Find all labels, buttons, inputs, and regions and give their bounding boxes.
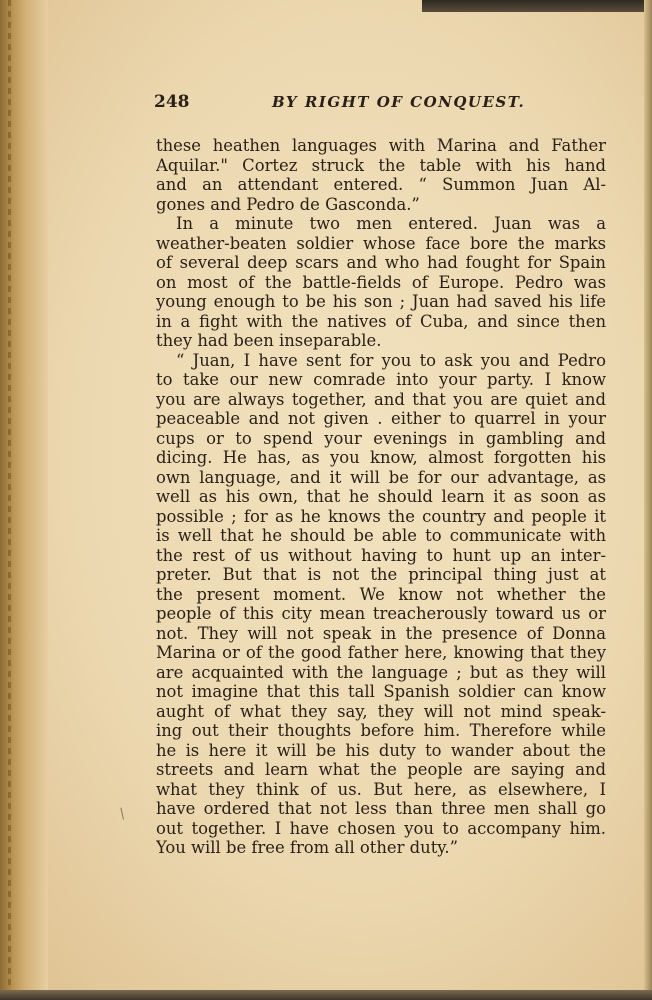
text-line: he is here it will be his duty to wander about the (156, 740, 606, 760)
text-line: is well that he should be able to communicate with (156, 526, 606, 545)
text-line: You will be free from all other duty.” (156, 838, 458, 857)
text-line: and an attendant entered. “ Summon Juan Al- (156, 175, 606, 194)
text-line: ing out their thoughts before him. Therefore while (156, 721, 606, 740)
text-line: they had been inseparable. (156, 331, 382, 350)
text-line: cups or to spend your evenings in gambling and (156, 428, 606, 448)
text-line: gones and Pedro de Gasconda.” (156, 194, 420, 214)
text-line: these heathen languages with Marina and Father (156, 136, 606, 155)
text-line: well as his own, that he should learn it as soon as (156, 487, 606, 506)
text-line: dicing. He has, as you know, almost forgotten his (156, 448, 606, 467)
text-line: what they think of us. But here, as elsewhere, I (156, 779, 606, 799)
text-line: In a minute two men entered. Juan was a (176, 214, 606, 233)
text-line: out together. I have chosen you to accompany him. (156, 818, 606, 838)
text-line: aught of what they say, they will not mind speak- (156, 701, 606, 721)
book-spine (0, 0, 48, 1000)
text-line: weather-beaten soldier whose face bore the marks (156, 233, 606, 253)
text-line: peaceable and not given . either to quarrel in your (156, 409, 606, 428)
text-line: in a fight with the natives of Cuba, and since then (156, 311, 606, 331)
text-line: not. They will not speak in the presence of Donna (156, 623, 606, 643)
text-line: of several deep scars and who had fought for Spain (156, 253, 606, 272)
text-line: possible ; for as he knows the country and people it (156, 506, 606, 526)
page-bottom-edge (0, 990, 652, 1000)
text-line: not imagine that this tall Spanish soldier can know (156, 682, 606, 701)
text-line: Marina or of the good father here, knowing that they (156, 643, 606, 662)
running-head: BY RIGHT OF CONQUEST. (272, 93, 526, 111)
page-top-edge (422, 0, 652, 12)
page-number: 248 (154, 92, 190, 112)
text-line: have ordered that not less than three men shall go (156, 799, 606, 818)
text-line: preter. But that is not the principal thing just at (156, 565, 606, 584)
text-line: you are always together, and that you are quiet and (156, 389, 606, 409)
text-line: are acquainted with the language ; but as they will (156, 662, 606, 682)
text-line: “ Juan, I have sent for you to ask you and Pedro (176, 350, 606, 370)
text-line: on most of the battle-fields of Europe. Pedro was (156, 272, 606, 292)
text-line: people of this city mean treacherously toward us or (156, 604, 606, 623)
text-line: Aquilar." Cortez struck the table with his hand (156, 155, 606, 175)
text-line: to take our new comrade into your party. I know (156, 370, 606, 389)
text-line: young enough to be his son ; Juan had saved his life (156, 292, 606, 311)
text-line: the rest of us without having to hunt up an inter- (156, 545, 606, 565)
margin-pencil-mark: ∕ (116, 805, 129, 823)
text-line: the present moment. We know not whether the (156, 584, 606, 604)
text-line: own language, and it will be for our advantage, as (156, 467, 606, 487)
text-line: streets and learn what the people are saying and (156, 760, 606, 779)
page-header (154, 90, 606, 116)
body-text (156, 136, 606, 858)
page-right-edge (644, 0, 652, 1000)
